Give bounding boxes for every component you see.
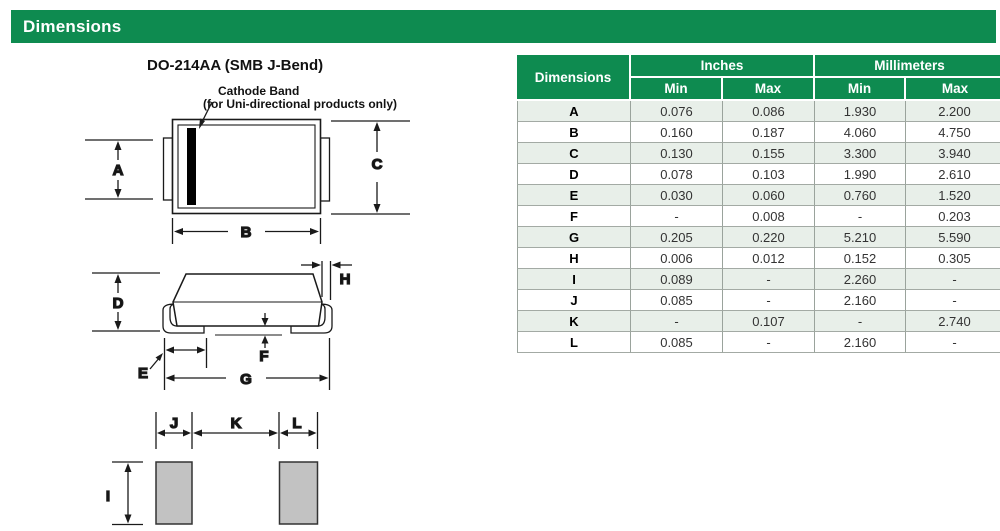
dim-value: 0.103 [723,164,815,185]
dim-value: 2.260 [815,269,906,290]
table-row [517,101,1000,122]
dim-letter: B [517,122,631,143]
dim-value: 0.130 [631,143,723,164]
table-row [517,206,1000,227]
dim-value: 2.160 [815,332,906,353]
col-header-mm-min: Min [815,78,906,101]
dim-letter: A [517,101,631,122]
dim-value: 0.107 [723,311,815,332]
dim-value: 0.187 [723,122,815,143]
package-outline-drawing [85,95,440,531]
table-row [517,311,1000,332]
table-row [517,269,1000,290]
dim-letter: E [517,185,631,206]
dim-value: 2.610 [906,164,1000,185]
col-header-inches-min: Min [631,78,723,101]
dim-label-i: I [105,488,111,505]
dim-letter: D [517,164,631,185]
dim-letter: G [517,227,631,248]
section-banner [11,10,996,43]
dim-letter: F [517,206,631,227]
dim-value: 2.740 [906,311,1000,332]
dim-value: 0.760 [815,185,906,206]
dim-value: 5.210 [815,227,906,248]
dim-label-e: E [137,365,149,382]
dim-label-c: C [371,156,383,173]
dim-value: 0.030 [631,185,723,206]
dim-table-body [517,101,1000,353]
dim-label-j: J [169,415,179,432]
dim-value: 0.008 [723,206,815,227]
col-header-dimensions: Dimensions [517,55,631,101]
table-row [517,290,1000,311]
dim-value: 2.200 [906,101,1000,122]
side-view [92,261,352,390]
dim-value: 0.155 [723,143,815,164]
dim-value: 0.160 [631,122,723,143]
dim-value: 0.205 [631,227,723,248]
dim-value: - [906,290,1000,311]
dim-value: 4.060 [815,122,906,143]
dim-value: 0.085 [631,332,723,353]
bottom-view [106,412,318,525]
dim-value: - [906,332,1000,353]
dim-label-d: D [112,295,124,312]
dim-value: - [631,206,723,227]
dim-value: 1.520 [906,185,1000,206]
dim-value: - [723,332,815,353]
table-row [517,332,1000,353]
dim-value: - [815,206,906,227]
dim-value: - [815,311,906,332]
dim-value: 0.060 [723,185,815,206]
cathode-band [187,128,196,205]
dim-value: 0.076 [631,101,723,122]
dim-label-h: H [339,271,351,288]
dim-value: 4.750 [906,122,1000,143]
dim-value: 3.300 [815,143,906,164]
table-row [517,164,1000,185]
dim-label-g: G [240,371,252,388]
dim-value: 1.990 [815,164,906,185]
dim-value: 0.089 [631,269,723,290]
dim-value: - [723,290,815,311]
dim-value: 0.006 [631,248,723,269]
section-title: Dimensions [23,17,122,36]
dim-label-a: A [112,162,124,179]
dim-value: 3.940 [906,143,1000,164]
cathode-band-annotation: Cathode Band [218,84,300,98]
dim-letter: H [517,248,631,269]
dim-label-l: L [292,415,302,432]
dimensions-table [517,55,1000,353]
dim-value: 0.203 [906,206,1000,227]
dim-letter: L [517,332,631,353]
dim-label-f: F [259,348,269,365]
dim-letter: I [517,269,631,290]
dim-value: - [631,311,723,332]
dim-value: 2.160 [815,290,906,311]
cathode-band-annotation-note: (for Uni-directional products only) [203,97,397,111]
dim-value: 0.305 [906,248,1000,269]
table-row [517,122,1000,143]
dim-value: 0.012 [723,248,815,269]
dim-value: - [906,269,1000,290]
col-header-inches: Inches [631,55,815,78]
dim-value: 0.078 [631,164,723,185]
table-row [517,143,1000,164]
dim-letter: C [517,143,631,164]
solder-pad-right [280,462,318,524]
dim-value: - [723,269,815,290]
col-header-millimeters: Millimeters [815,55,1000,78]
table-row [517,185,1000,206]
dim-letter: K [517,311,631,332]
col-header-mm-max: Max [906,78,1000,101]
dim-value: 0.220 [723,227,815,248]
col-header-inches-max: Max [723,78,815,101]
dim-label-b: B [240,224,252,241]
package-title: DO-214AA (SMB J-Bend) [147,57,324,74]
top-view [85,102,410,244]
table-row [517,248,1000,269]
dim-value: 0.152 [815,248,906,269]
dim-value: 5.590 [906,227,1000,248]
dim-value: 0.086 [723,101,815,122]
dim-letter: J [517,290,631,311]
dim-value: 1.930 [815,101,906,122]
table-row [517,227,1000,248]
dim-value: 0.085 [631,290,723,311]
dim-label-k: K [230,415,242,432]
solder-pad-left [156,462,192,524]
